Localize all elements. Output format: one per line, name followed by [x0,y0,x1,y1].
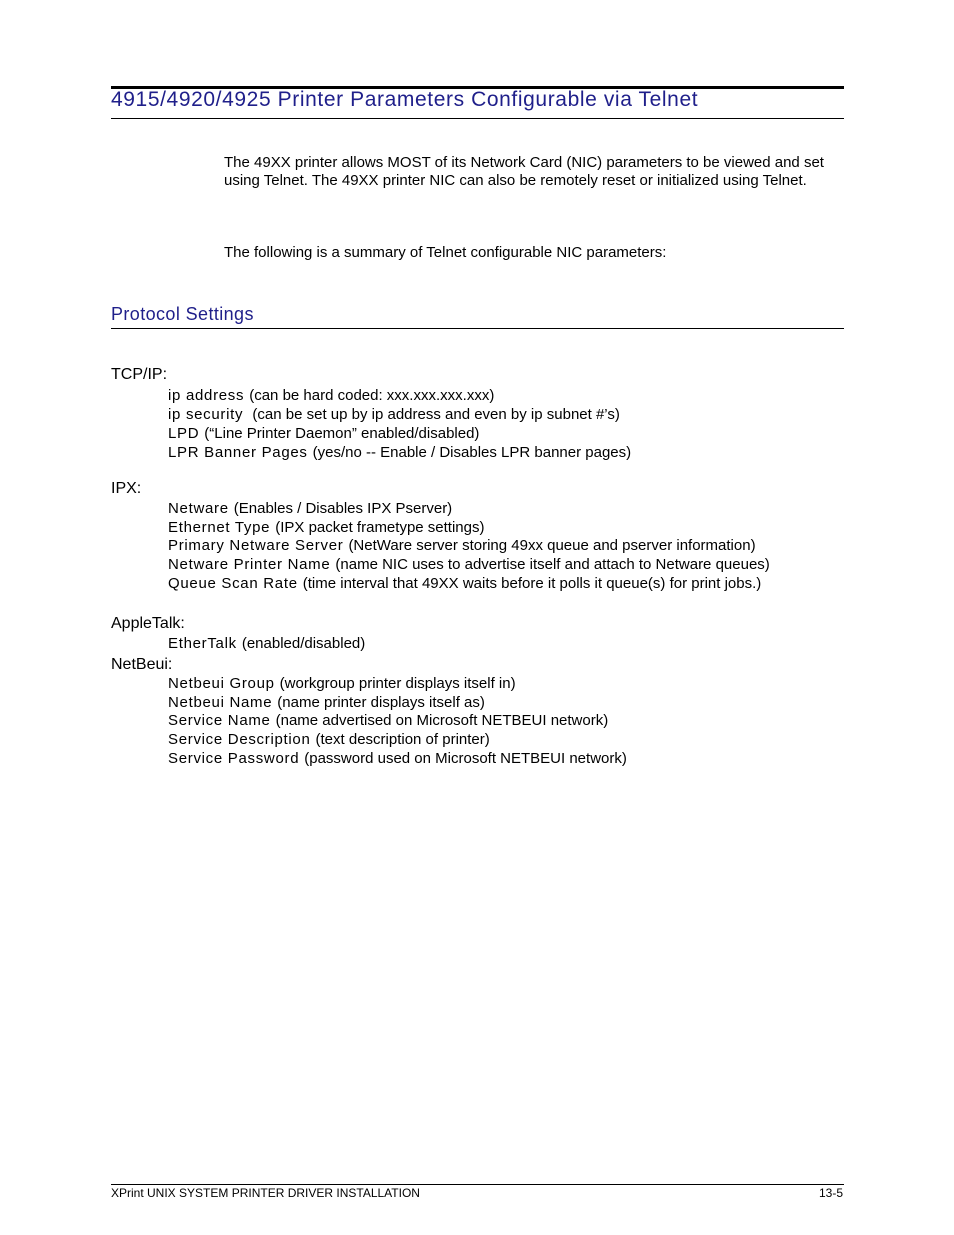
parameter-name: ip security [168,406,244,423]
section-title-protocol-settings: Protocol Settings [111,304,254,324]
list-item [168,694,627,713]
page-title: 4915/4920/4925 Printer Parameters Configurable via Telnet [111,88,699,111]
summary-paragraph: The following is a summary of Telnet configurable NIC parameters: [224,244,667,261]
list-item [168,712,627,731]
list-item [168,750,627,769]
list-item [168,519,770,538]
list-item [168,500,770,519]
tcpip-parameter-list [168,386,631,462]
parameter-name: Queue Scan Rate [168,574,298,592]
parameter-description: (text description of printer) [315,731,490,749]
parameter-description: (enabled/disabled) [241,635,366,652]
parameter-description: (IPX packet frametype settings) [275,518,485,536]
group-heading-tcpip: TCP/IP: [111,366,168,383]
parameter-name: ip address [168,387,245,404]
parameter-name: Netbeui Name [168,693,273,711]
list-item [168,424,631,443]
parameter-name: Netware [168,500,229,517]
parameter-description: (password used on Microsoft NETBEUI network) [304,749,627,767]
parameter-name: Service Name [168,712,271,730]
parameter-name: EtherTalk [168,635,237,652]
parameter-name: Service Description [168,731,311,749]
appletalk-parameter-list [168,634,365,653]
parameter-description: (name NIC uses to advertise itself and attach to Netware queues) [335,556,770,574]
title-bottom-rule [111,118,844,119]
list-item [168,634,365,653]
list-item [168,386,631,405]
parameter-description: (NetWare server storing 49xx queue and pserver information) [348,537,756,555]
list-item [168,575,770,594]
ipx-parameter-list [168,500,770,593]
group-heading-ipx: IPX: [111,480,142,497]
group-heading-netbeui: NetBeui: [111,656,173,673]
parameter-name: Primary Netware Server [168,537,344,555]
section-rule [111,328,844,329]
parameter-name: Ethernet Type [168,518,271,536]
parameter-name: Netware Printer Name [168,556,331,574]
list-item [168,443,631,462]
parameter-description: (name advertised on Microsoft NETBEUI network) [275,712,609,730]
parameter-description: (can be set up by ip address and even by ip subnet #’s) [248,406,620,423]
parameter-description: (can be hard coded: xxx.xxx.xxx.xxx) [249,387,495,404]
list-item [168,731,627,750]
list-item [168,556,770,575]
parameter-name: LPD [168,425,200,442]
footer-rule [111,1184,844,1185]
parameter-description: (name printer displays itself as) [277,693,485,711]
intro-paragraph: The 49XX printer allows MOST of its Network Card (NIC) parameters to be viewed and set using Telnet. The 49XX printer NIC can also be remotely reset or initialized using Telnet. [224,154,824,189]
parameter-description: (yes/no -- Enable / Disables LPR banner pages) [312,444,632,461]
list-item [168,537,770,556]
netbeui-parameter-list [168,675,627,768]
parameter-name: Service Password [168,749,300,767]
list-item [168,405,631,424]
list-item [168,675,627,694]
footer-page-number: 13-5 [818,1186,843,1200]
footer-document-title: XPrint UNIX SYSTEM PRINTER DRIVER INSTALLATION [111,1186,420,1200]
parameter-description: (time interval that 49XX waits before it polls it queue(s) for print jobs.) [302,574,762,592]
parameter-description: (workgroup printer displays itself in) [279,675,516,692]
parameter-name: LPR Banner Pages [168,444,308,461]
parameter-description: (Enables / Disables IPX Pserver) [233,500,453,517]
group-heading-appletalk: AppleTalk: [111,615,185,632]
parameter-description: (“Line Printer Daemon” enabled/disabled) [204,425,480,442]
parameter-name: Netbeui Group [168,675,275,692]
